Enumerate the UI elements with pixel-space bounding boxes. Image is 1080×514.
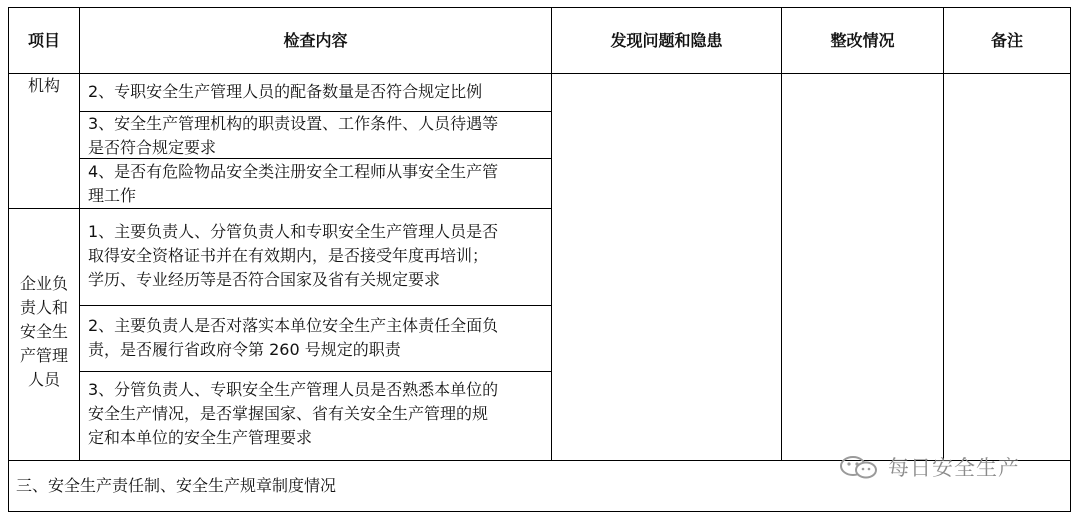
check-item-line: 定和本单位的安全生产管理要求	[88, 428, 313, 447]
check-item-line: 学历、专业经历等是否符合国家及省有关规定要求	[88, 270, 441, 289]
header-project: 项目	[27, 30, 60, 50]
header-rectification: 整改情况	[830, 30, 895, 50]
column-divider	[551, 7, 552, 461]
wechat-icon	[838, 454, 882, 480]
check-item-line: 是否符合规定要求	[88, 138, 217, 157]
watermark-text: 每日安全生产	[888, 456, 1020, 480]
project-label-institution	[9, 74, 79, 98]
row-divider	[79, 371, 551, 372]
project-text-line: 企业负	[19, 274, 68, 293]
table-border-bottom	[8, 511, 1071, 512]
check-item-line: 取得安全资格证书并在有效期内，是否接受年度再培训；	[88, 246, 489, 265]
header-remarks: 备注	[990, 30, 1023, 50]
project-text-line: 人员	[27, 370, 60, 389]
check-item-line: 2、主要负责人是否对落实本单位安全生产主体责任全面负	[88, 316, 499, 335]
check-item	[80, 112, 551, 160]
column-divider	[943, 7, 944, 461]
check-item	[80, 220, 551, 292]
column-divider	[781, 7, 782, 461]
project-text-line: 责人和	[19, 298, 68, 317]
check-item	[80, 160, 551, 208]
project-text-line: 安全生	[19, 322, 68, 341]
check-item-line: 2、专职安全生产管理人员的配备数量是否符合规定比例	[88, 82, 483, 101]
header-bottom-line	[8, 73, 1071, 74]
check-item-line: 责，是否履行省政府令第 260 号规定的职责	[88, 340, 401, 359]
check-item-line: 1、主要负责人、分管负责人和专职安全生产管理人员是否	[88, 222, 499, 241]
project-label-leaders	[9, 272, 79, 392]
project-text-line: 产管理	[19, 346, 68, 365]
check-item-line: 4、是否有危险物品安全类注册安全工程师从事安全生产管	[88, 162, 499, 181]
row-divider	[79, 305, 551, 306]
check-item	[80, 314, 551, 362]
header-check-content: 检查内容	[283, 30, 348, 50]
table-border-right	[1070, 7, 1071, 512]
check-item-line: 理工作	[88, 186, 137, 205]
header-issues-found: 发现问题和隐患	[610, 30, 723, 50]
check-item-line: 安全生产情况，是否掌握国家、省有关安全生产管理的规	[88, 404, 489, 423]
section-heading: 三、安全生产责任制、安全生产规章制度情况	[16, 476, 337, 495]
check-item-line: 3、分管负责人、专职安全生产管理人员是否熟悉本单位的	[88, 380, 499, 399]
project-text: 机构	[27, 76, 60, 95]
check-item	[80, 378, 551, 450]
check-item	[80, 80, 551, 104]
check-item-line: 3、安全生产管理机构的职责设置、工作条件、人员待遇等	[88, 114, 499, 133]
section-divider	[8, 208, 551, 209]
watermark	[838, 452, 1020, 482]
